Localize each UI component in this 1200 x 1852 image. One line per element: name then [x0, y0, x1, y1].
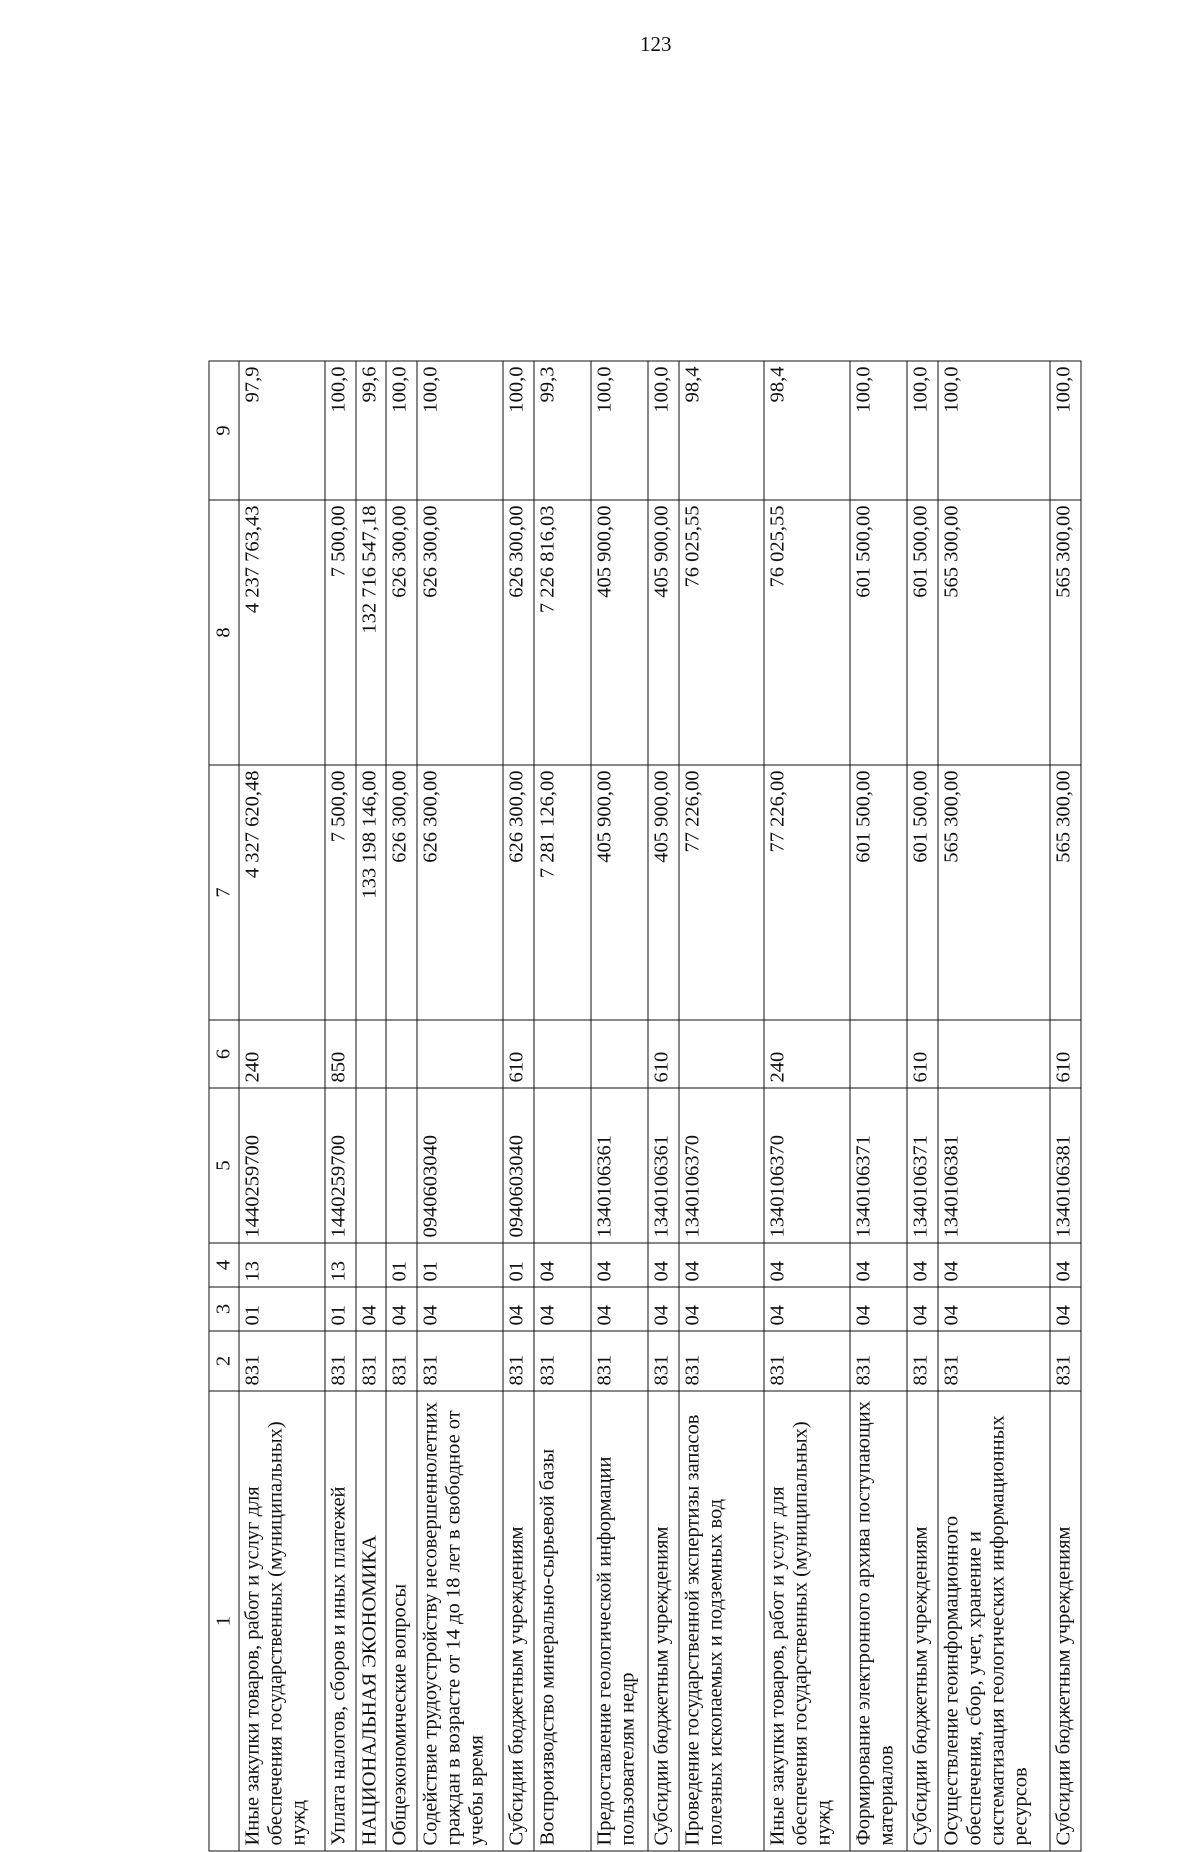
table-cell: 565 300,00: [1050, 765, 1081, 1020]
table-cell: 831: [386, 1331, 417, 1391]
table-cell: 405 900,00: [591, 765, 648, 1020]
table-cell: Воспроизводство минерально-сырьевой базы: [534, 1391, 591, 1851]
table-cell: 100,0: [386, 361, 417, 500]
table-cell: 831: [850, 1331, 907, 1391]
table-cell: 100,0: [938, 361, 1050, 500]
table-cell: 831: [764, 1331, 850, 1391]
table-row: [850, 361, 907, 1851]
table-cell: 7 500,00: [325, 500, 356, 765]
table-cell: 04: [679, 1287, 765, 1331]
table-cell: 04: [591, 1243, 648, 1287]
table-cell: 100,0: [850, 361, 907, 500]
column-header: 9: [209, 361, 239, 500]
table-cell: 04: [648, 1243, 679, 1287]
column-header: 6: [209, 1020, 239, 1088]
table-cell: 626 300,00: [386, 500, 417, 765]
table-cell: 77 226,00: [679, 765, 765, 1020]
table-cell: [534, 1020, 591, 1088]
table-cell: [534, 1088, 591, 1243]
table-cell: 1340106371: [850, 1088, 907, 1243]
column-header: 7: [209, 765, 239, 1020]
table-cell: 04: [764, 1243, 850, 1287]
table-cell: 04: [907, 1287, 938, 1331]
table-cell: 98,4: [679, 361, 765, 500]
table-cell: 565 300,00: [938, 765, 1050, 1020]
table-cell: 99,6: [356, 361, 387, 500]
table-cell: 04: [356, 1287, 387, 1331]
table-row: [534, 361, 591, 1851]
table-cell: 04: [534, 1287, 591, 1331]
table-cell: Субсидии бюджетным учреждениям: [907, 1391, 938, 1851]
table-cell: 100,0: [648, 361, 679, 500]
table-cell: 831: [648, 1331, 679, 1391]
table-cell: 04: [850, 1287, 907, 1331]
table-cell: Осуществление геоинформационного обеспечения, сбор, учет, хранение и систематизация геологических информационных ресурсов: [938, 1391, 1050, 1851]
table-cell: 100,0: [325, 361, 356, 500]
table-cell: 610: [503, 1020, 534, 1088]
table-cell: [386, 1020, 417, 1088]
table-cell: 13: [239, 1243, 325, 1287]
table-cell: Общеэкономические вопросы: [386, 1391, 417, 1851]
table-cell: Формирование электронного архива поступающих материалов: [850, 1391, 907, 1851]
table-row: [417, 361, 503, 1851]
column-header: 8: [209, 500, 239, 765]
table-cell: [591, 1020, 648, 1088]
column-header: 2: [209, 1331, 239, 1391]
table-cell: 626 300,00: [503, 765, 534, 1020]
page-number: 123: [640, 32, 672, 56]
table-cell: 1340106371: [907, 1088, 938, 1243]
header-row: [209, 361, 239, 1851]
table-cell: 1440259700: [239, 1088, 325, 1243]
table-cell: [679, 1020, 765, 1088]
table-cell: 405 900,00: [648, 765, 679, 1020]
table-cell: 240: [764, 1020, 850, 1088]
table-cell: НАЦИОНАЛЬНАЯ ЭКОНОМИКА: [356, 1391, 387, 1851]
table-cell: 100,0: [591, 361, 648, 500]
table-cell: 831: [679, 1331, 765, 1391]
table-cell: 601 500,00: [850, 500, 907, 765]
table-row: [648, 361, 679, 1851]
table-cell: Предоставление геологической информации пользователям недр: [591, 1391, 648, 1851]
table-cell: Иные закупки товаров, работ и услуг для обеспечения государственных (муниципальных) нужд: [764, 1391, 850, 1851]
table-cell: Субсидии бюджетным учреждениям: [648, 1391, 679, 1851]
table-cell: 98,4: [764, 361, 850, 500]
table-cell: 01: [503, 1243, 534, 1287]
table-cell: 100,0: [1050, 361, 1081, 500]
table-cell: Содействие трудоустройству несовершеннолетних граждан в возрасте от 14 до 18 лет в свободное от учебы время: [417, 1391, 503, 1851]
table-cell: Субсидии бюджетным учреждениям: [503, 1391, 534, 1851]
column-header: 3: [209, 1287, 239, 1331]
table-row: [325, 361, 356, 1851]
table-cell: 04: [1050, 1243, 1081, 1287]
table-row: [1050, 361, 1081, 1851]
table-row: [907, 361, 938, 1851]
table-cell: 01: [325, 1287, 356, 1331]
table-cell: 610: [907, 1020, 938, 1088]
table-cell: 1340106361: [591, 1088, 648, 1243]
table-cell: 04: [386, 1287, 417, 1331]
table-cell: 76 025,55: [764, 500, 850, 765]
table-row: [764, 361, 850, 1851]
table-cell: Иные закупки товаров, работ и услуг для обеспечения государственных (муниципальных) нужд: [239, 1391, 325, 1851]
table-cell: 77 226,00: [764, 765, 850, 1020]
table-cell: 01: [386, 1243, 417, 1287]
table-cell: 04: [938, 1243, 1050, 1287]
table-cell: 610: [1050, 1020, 1081, 1088]
table-cell: 04: [764, 1287, 850, 1331]
column-header: 1: [209, 1391, 239, 1851]
table-cell: 100,0: [503, 361, 534, 500]
table-cell: 601 500,00: [907, 765, 938, 1020]
table-cell: Уплата налогов, сборов и иных платежей: [325, 1391, 356, 1851]
table-cell: 04: [907, 1243, 938, 1287]
budget-table: [209, 361, 1082, 1852]
table-cell: 04: [1050, 1287, 1081, 1331]
table-cell: 565 300,00: [1050, 500, 1081, 765]
table-cell: [850, 1020, 907, 1088]
table-cell: 831: [325, 1331, 356, 1391]
table-cell: 04: [417, 1287, 503, 1331]
table-cell: 99,3: [534, 361, 591, 500]
table-cell: 0940603040: [503, 1088, 534, 1243]
table-cell: 7 281 126,00: [534, 765, 591, 1020]
table-cell: 97,9: [239, 361, 325, 500]
table-cell: 4 327 620,48: [239, 765, 325, 1020]
table-cell: 626 300,00: [386, 765, 417, 1020]
table-cell: 405 900,00: [591, 500, 648, 765]
table-cell: 240: [239, 1020, 325, 1088]
table-cell: 01: [239, 1287, 325, 1331]
table-cell: 04: [534, 1243, 591, 1287]
table-cell: 1340106381: [938, 1088, 1050, 1243]
table-cell: 626 300,00: [503, 500, 534, 765]
table-cell: 04: [938, 1287, 1050, 1331]
table-cell: 850: [325, 1020, 356, 1088]
table-cell: 100,0: [417, 361, 503, 500]
table-cell: 7 226 816,03: [534, 500, 591, 765]
table-cell: [356, 1243, 387, 1287]
table-cell: 04: [503, 1287, 534, 1331]
table-cell: 601 500,00: [850, 765, 907, 1020]
table-cell: 1340106370: [679, 1088, 765, 1243]
table-cell: 4 237 763,43: [239, 500, 325, 765]
table-rotated-wrapper: [209, 362, 1082, 1852]
table-cell: 626 300,00: [417, 765, 503, 1020]
table-cell: 04: [850, 1243, 907, 1287]
table-cell: 132 716 547,18: [356, 500, 387, 765]
table-cell: 626 300,00: [417, 500, 503, 765]
table-cell: 01: [417, 1243, 503, 1287]
table-row: [503, 361, 534, 1851]
table-row: [938, 361, 1050, 1851]
table-cell: 04: [679, 1243, 765, 1287]
table-cell: [417, 1020, 503, 1088]
table-cell: 04: [591, 1287, 648, 1331]
table-cell: 13: [325, 1243, 356, 1287]
table-cell: 831: [938, 1331, 1050, 1391]
table-cell: 76 025,55: [679, 500, 765, 765]
table-cell: 133 198 146,00: [356, 765, 387, 1020]
table-cell: 1340106381: [1050, 1088, 1081, 1243]
table-cell: [938, 1020, 1050, 1088]
column-header: 5: [209, 1088, 239, 1243]
table-cell: 610: [648, 1020, 679, 1088]
table-row: [356, 361, 387, 1851]
table-cell: Проведение государственной экспертизы запасов полезных ископаемых и подземных вод: [679, 1391, 765, 1851]
table-cell: 831: [356, 1331, 387, 1391]
table-cell: 100,0: [907, 361, 938, 500]
table-cell: 7 500,00: [325, 765, 356, 1020]
table-row: [386, 361, 417, 1851]
column-header: 4: [209, 1243, 239, 1287]
table-cell: 831: [503, 1331, 534, 1391]
table-row: [679, 361, 765, 1851]
table-cell: 831: [417, 1331, 503, 1391]
table-cell: 1440259700: [325, 1088, 356, 1243]
table-cell: 1340106361: [648, 1088, 679, 1243]
table-cell: [386, 1088, 417, 1243]
table-row: [239, 361, 325, 1851]
table-cell: 831: [1050, 1331, 1081, 1391]
table-cell: 601 500,00: [907, 500, 938, 765]
table-cell: 565 300,00: [938, 500, 1050, 765]
table-cell: 405 900,00: [648, 500, 679, 765]
table-cell: Субсидии бюджетным учреждениям: [1050, 1391, 1081, 1851]
table-cell: 831: [534, 1331, 591, 1391]
table-cell: 04: [648, 1287, 679, 1331]
table-cell: [356, 1088, 387, 1243]
table-cell: 1340106370: [764, 1088, 850, 1243]
table-row: [591, 361, 648, 1851]
table-cell: 831: [591, 1331, 648, 1391]
table-cell: 0940603040: [417, 1088, 503, 1243]
table-cell: 831: [907, 1331, 938, 1391]
table-cell: 831: [239, 1331, 325, 1391]
table-cell: [356, 1020, 387, 1088]
